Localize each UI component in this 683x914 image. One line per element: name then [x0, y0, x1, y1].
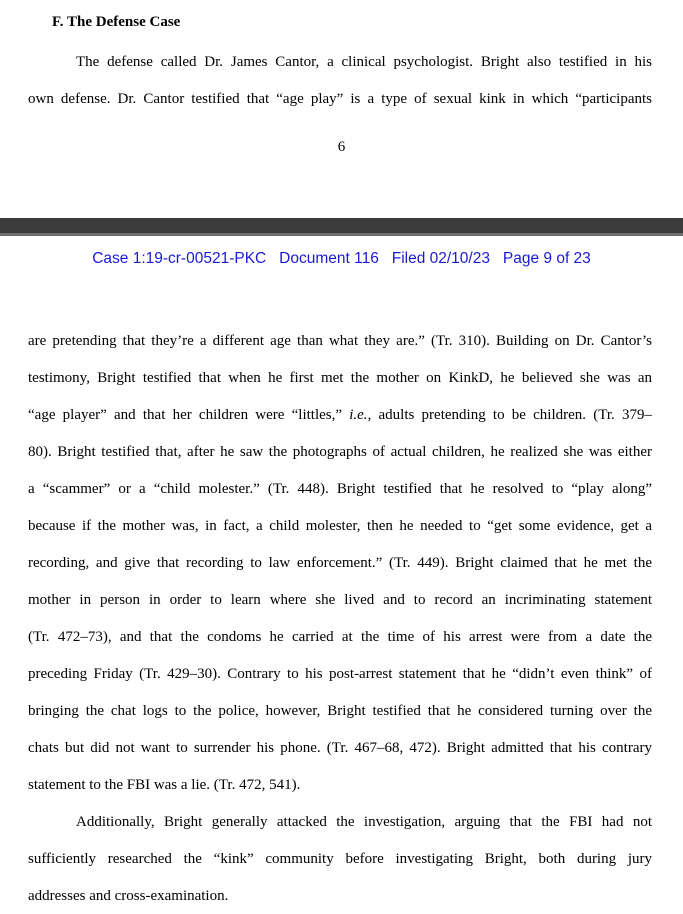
text-line: a “scammer” or a “child molester.” (Tr. 448). Bright testified that he resolved to “play along”	[28, 481, 652, 497]
text-line: own defense. Dr. Cantor testified that “age play” is a type of sexual kink in which “participants	[28, 91, 652, 107]
text-line: recording, and give that recording to law enforcement.” (Tr. 449). Bright claimed that he met the	[28, 555, 652, 571]
text-line: sufficiently researched the “kink” community before investigating Bright, both during jury	[28, 851, 652, 867]
text-line: 80). Bright testified that, after he saw the photographs of actual children, he realized she was either	[28, 444, 652, 460]
ecf-header-stamp: Case 1:19-cr-00521-PKC Document 116 Filed 02/10/23 Page 9 of 23	[92, 250, 591, 267]
page-6	[0, 0, 683, 218]
text-line: are pretending that they’re a different age than what they are.” (Tr. 310). Building on Dr. Cantor’s	[28, 333, 652, 349]
text-line: chats but did not want to surrender his phone. (Tr. 467–68, 472). Bright admitted that his contrary	[28, 740, 652, 756]
text-line: (Tr. 472–73), and that the condoms he carried at the time of his arrest were from a date the	[28, 629, 652, 645]
text-line: The defense called Dr. James Cantor, a clinical psychologist. Bright also testified in his	[76, 54, 652, 70]
text-line: preceding Friday (Tr. 429–30). Contrary to his post-arrest statement that he “didn’t even think” of	[28, 666, 652, 682]
text-line: mother in person in order to learn where she lived and to record an incriminating statement	[28, 592, 652, 608]
page-number: 6	[337, 139, 346, 155]
text-line: Additionally, Bright generally attacked the investigation, arguing that the FBI had not	[76, 814, 652, 830]
text-line: testimony, Bright testified that when he first met the mother on KinkD, he believed she was an	[28, 370, 652, 386]
text-line: because if the mother was, in fact, a child molester, then he needed to “get some evidence, get a	[28, 518, 652, 534]
text-line: “age player” and that her children were “littles,” i.e., adults pretending to be children. (Tr. 379–	[28, 407, 652, 423]
section-heading: F. The Defense Case	[52, 14, 181, 30]
text-line: addresses and cross-examination.	[28, 888, 229, 904]
text-line: bringing the chat logs to the police, however, Bright testified that he considered turning over the	[28, 703, 652, 719]
text-line: statement to the FBI was a lie. (Tr. 472, 541).	[28, 777, 301, 793]
